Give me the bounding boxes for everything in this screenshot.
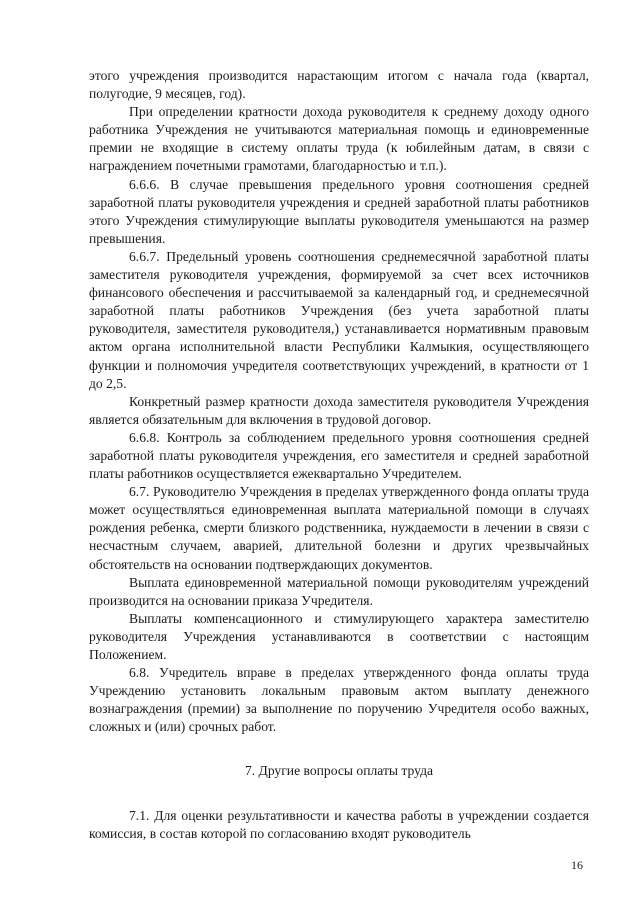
paragraph-continuation: этого учреждения производится нарастающим итогом с начала года (квартал, полугодие, 9 месяцев, год). <box>89 68 589 102</box>
paragraph-6-7: 6.7. Руководителю Учреждения в пределах утвержденного фонда оплаты труда может осуществляться единовременная выплата материальной помощи в случаях рождения ребенка, смерти близкого родственника, нуждаемости в лечении в связи с несчастным случаем, аварией, длительной болезни и других чрезвычайных обстоятельств на основании подтверждающих документов. <box>89 484 589 572</box>
section-heading: 7. Другие вопросы оплаты труда <box>244 763 434 779</box>
paragraph-6-6-7: 6.6.7. Предельный уровень соотношения среднемесячной заработной платы заместителя руководителя учреждения, формируемой за счет всех источников финансового обеспечения и рассчитываемой за календарный год, и среднемесячной заработной платы работников Учреждения (без учета заработной платы руководителя, заместителя руководителя,) устанавливается нормативным правовым актом органа исполнительной власти Республики Калмыкия, осуществляющего функции и полномочия учредителя соответствующих учреждений, в кратности от 1 до 2,5. <box>89 248 589 391</box>
paragraph-deputy-ratio: Конкретный размер кратности дохода заместителя руководителя Учреждения является обязательным для включения в трудовой договор. <box>89 393 589 427</box>
paragraph-7-1: 7.1. Для оценки результативности и качества работы в учреждении создается комиссия, в состав которой по согласованию входят руководитель <box>89 807 589 841</box>
paragraph-compensation: Выплаты компенсационного и стимулирующего характера заместителю руководителя Учреждения устанавливаются в соответствии с настоящим Положением. <box>89 610 589 662</box>
paragraph-6-6-8: 6.6.8. Контроль за соблюдением предельного уровня соотношения средней заработной платы руководителя учреждения, его заместителя и средней заработной платы работников осуществляется ежеквартально Учредителем. <box>89 429 589 482</box>
page-number: 16 <box>571 858 583 872</box>
paragraph-6-6-6: 6.6.6. В случае превышения предельного уровня соотношения средней заработной платы руководителя учреждения и средней заработной платы работников этого Учреждения стимулирующие выплаты руководителя уменьшаются на размер превышения. <box>89 176 589 246</box>
document-body <box>89 67 589 843</box>
paragraph-material-aid: Выплата единовременной материальной помощи руководителям учреждений производится на основании приказа Учредителя. <box>89 574 589 608</box>
paragraph-income-ratio: При определении кратности дохода руководителя к среднему доходу одного работника Учреждения не учитываются материальная помощь и единовременные премии не входящие в систему оплаты труда (к юбилейным датам, в связи с награждением почетными грамотами, благодарностью и т.п.). <box>89 104 589 174</box>
paragraph-6-8: 6.8. Учредитель вправе в пределах утвержденного фонда оплаты труда Учреждению установить локальным правовым актом выплату денежного вознаграждения (премии) за выполнение по поручению Учредителя особо важных, сложных и (или) срочных работ. <box>89 665 589 735</box>
